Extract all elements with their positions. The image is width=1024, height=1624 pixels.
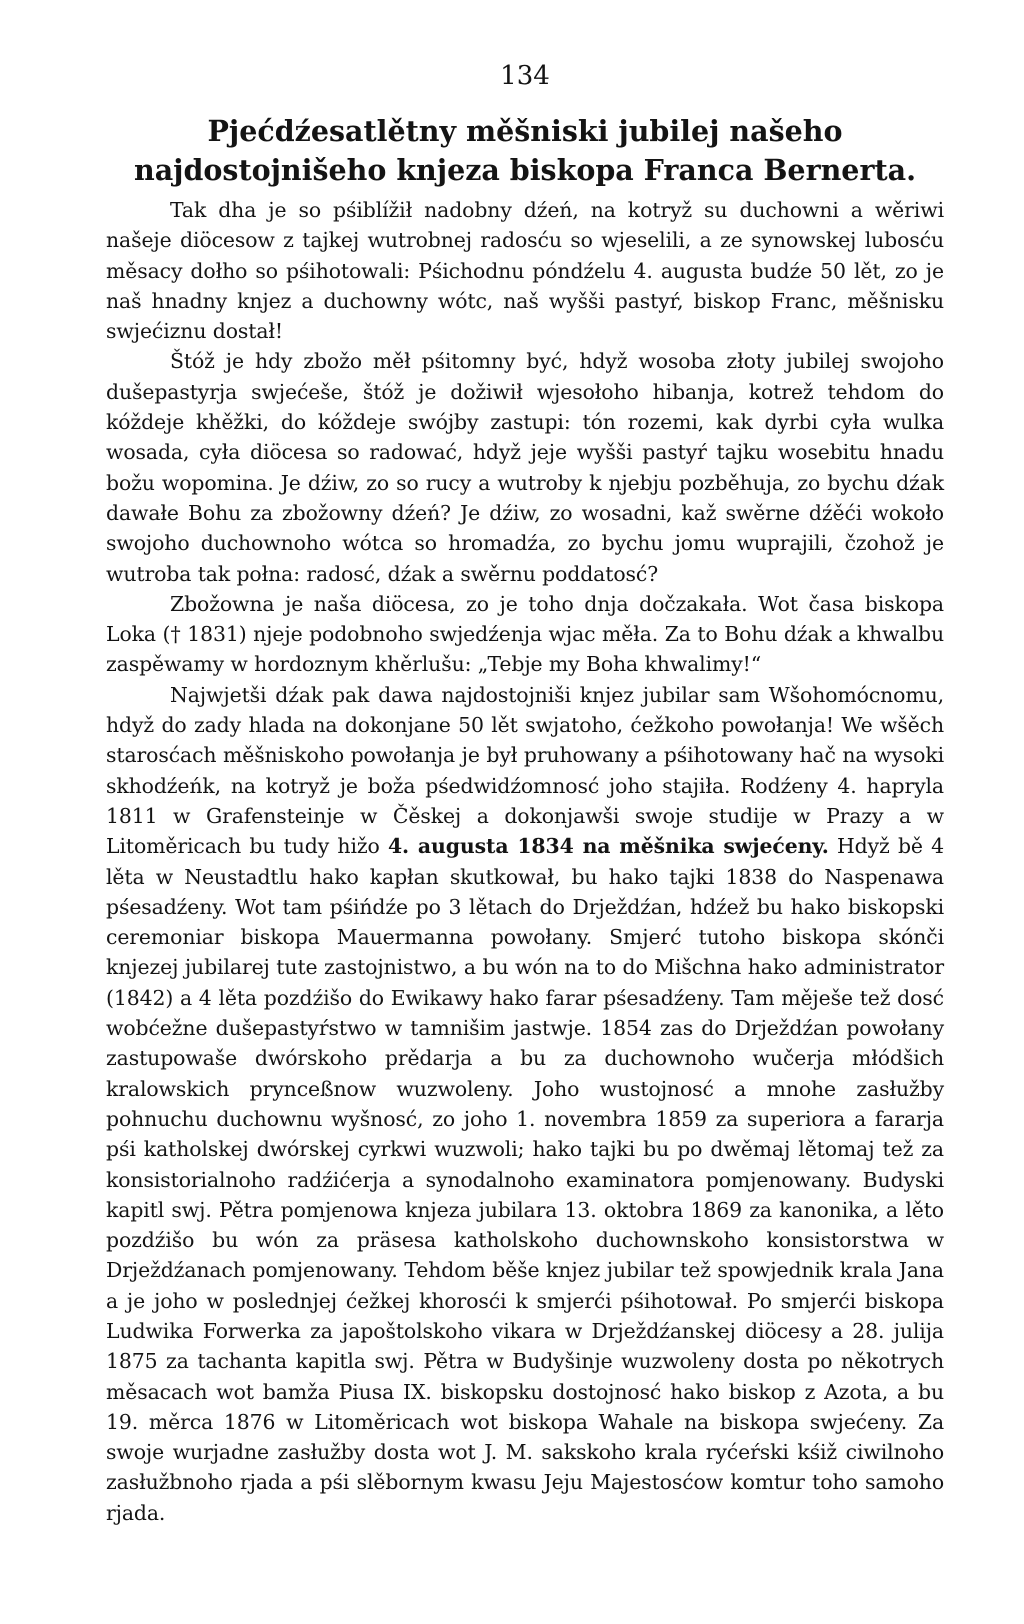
paragraph-1: Tak dha je so pśiblížił nadobny dźeń, na kotryž su duchowni a wěriwi našeje diöcesow z tajkej wutrobnej radosću so wjeselili, a ze synowskej lubosću měsacy dołho so pśihotowali: Pśichodnu póndźelu 4. augusta budźe 50 lět, zo je naš hnadny knjez a duchowny wótc, naš wyšši pastyŕ, biskop Franc, měšnisku swjećiznu dostał!	[106, 198, 944, 344]
ordination-date-bold: 4. augusta 1834 na měšnika swjećeny.	[387, 834, 829, 859]
article-title: Pjećdźesatlětny měšniski jubilej našeho najdostojnišeho knjeza biskopa Franca Bernerta.	[133, 114, 917, 187]
paragraph-4-text-after: Hdyž bě 4 lěta w Neustadtlu hako kapłan skutkował, bu hako tajki 1838 do Naspenawa pśesadźeny. Wot tam pśińdźe po 3 lětach do Drježdźan, hdźež bu hako biskopski ceremoniar biskopa Mauermanna powołany. Smjerć tutoho biskopa skónči knjezej jubilarej tute zastojnistwo, a bu wón na to do Mišchna hako administrator (1842) a 4 lěta pozdźišo do Ewikawy hako farar pśesadźeny. Tam měješe tež dosć wobćežne dušepastyŕstwo w tamnišim jastwje. 1854 zas do Drježdźan powołany zastupowaše dwórskoho prědarja a bu za duchownoho wučerja młódšich kralowskich prynceßnow wuzwoleny. Joho wustojnosć a mnohe zasłužby pohnuchu duchownu wyšnosć, zo joho 1. novembra 1859 za superiora a fararja pśi katholskej dwórskej cyrkwi wuzwoli; hako tajki bu po dwěmaj lětomaj tež za konsistorialnoho radźićerja a synodalnoho examinatora pomjenowany. Budyski kapitl swj. Pětra pomjenowa knjeza jubilara 13. oktobra 1869 za kanonika, a lěto pozdźišo bu wón za präsesa katholskoho duchownskoho konsistorstwa w Drježdźanach pomjenowany. Tehdom běše knjez jubilar tež spowjednik krala Jana a je joho w poslednjej ćežkej khorosći k smjerći pśihotował. Po smjerći biskopa Ludwika Forwerka za japoštolskoho vikara w Drježdźanskej diöcesy a 28. julija 1875 za tachanta kapitla swj. Pětra w Budyšinje wuzwoleny dosta po někotrych měsacach wot bamža Piusa IX. biskopsku dostojnosć hako biskop z Azota, a bu 19. měrca 1876 w Litoměricach wot biskopa Wahale na biskopa swjećeny. Za swoje wurjadne zasłužby dosta wot J. M. sakskoho krala ryćeŕski kśiž ciwilnoho zasłužbnoho rjada a pśi slěbornym kwasu Jeju Majestosćow komtur toho samoho rjada.	[106, 834, 945, 1525]
paragraph-2: Štóž je hdy zbožo měł pśitomny być, hdyž wosoba złoty jubilej swojoho dušepastyrja swjećeše, štóž je dožiwił wjesołoho hibanja, kotrež tehdom do kóždeje khěžki, do kóždeje swójby zastupi: tón rozemi, kak dyrbi cyła wulka wosada, cyła diöcesa so radować, hdyž jeje wyšši pastyŕ tajku wosebitu hnadu božu wopomina. Je dźiw, zo so rucy a wutroby k njebju pozběhuja, zo bychu dźak dawałe Bohu za zbožowny dźeń? Je dźiw, zo wosadni, kaž swěrne dźěći wokoło swojoho duchownoho wótca so hromadźa, zo bychu jomu wuprajili, čzohož je wutroba tak połna: radosć, dźak a swěrnu poddatosć?	[106, 349, 944, 586]
page-number: 134	[500, 61, 550, 91]
book-page	[106, 56, 944, 1528]
paragraph-4-text-before: Najwjetši dźak pak dawa najdostojniši knjez jubilar sam Wšohomócnomu, hdyž do zady hlada na dokonjane 50 lět swjatoho, ćežkoho powołanja! We wšěch starosćach měšniskoho powołanja je był pruhowany a pśihotowany hač na wysoki skhodźeńk, na kotryž je boža pśedwidźomnosć joho stajiła. Rodźeny 4. hapryla 1811 w Grafensteinje w Čěskej a dokonjawši swoje studije w Prazy a w Litoměricach bu tudy hižo	[106, 682, 944, 859]
paragraph-3: Zbožowna je naša diöcesa, zo je toho dnja dočzakała. Wot časa biskopa Loka († 1831) njeje podobnoho swjedźenja wjac měła. Za to Bohu dźak a khwalbu zaspěwamy w hordoznym khěrlušu: „Tebje my Boha khwalimy!“	[106, 591, 944, 677]
paragraph-4	[106, 680, 944, 1528]
